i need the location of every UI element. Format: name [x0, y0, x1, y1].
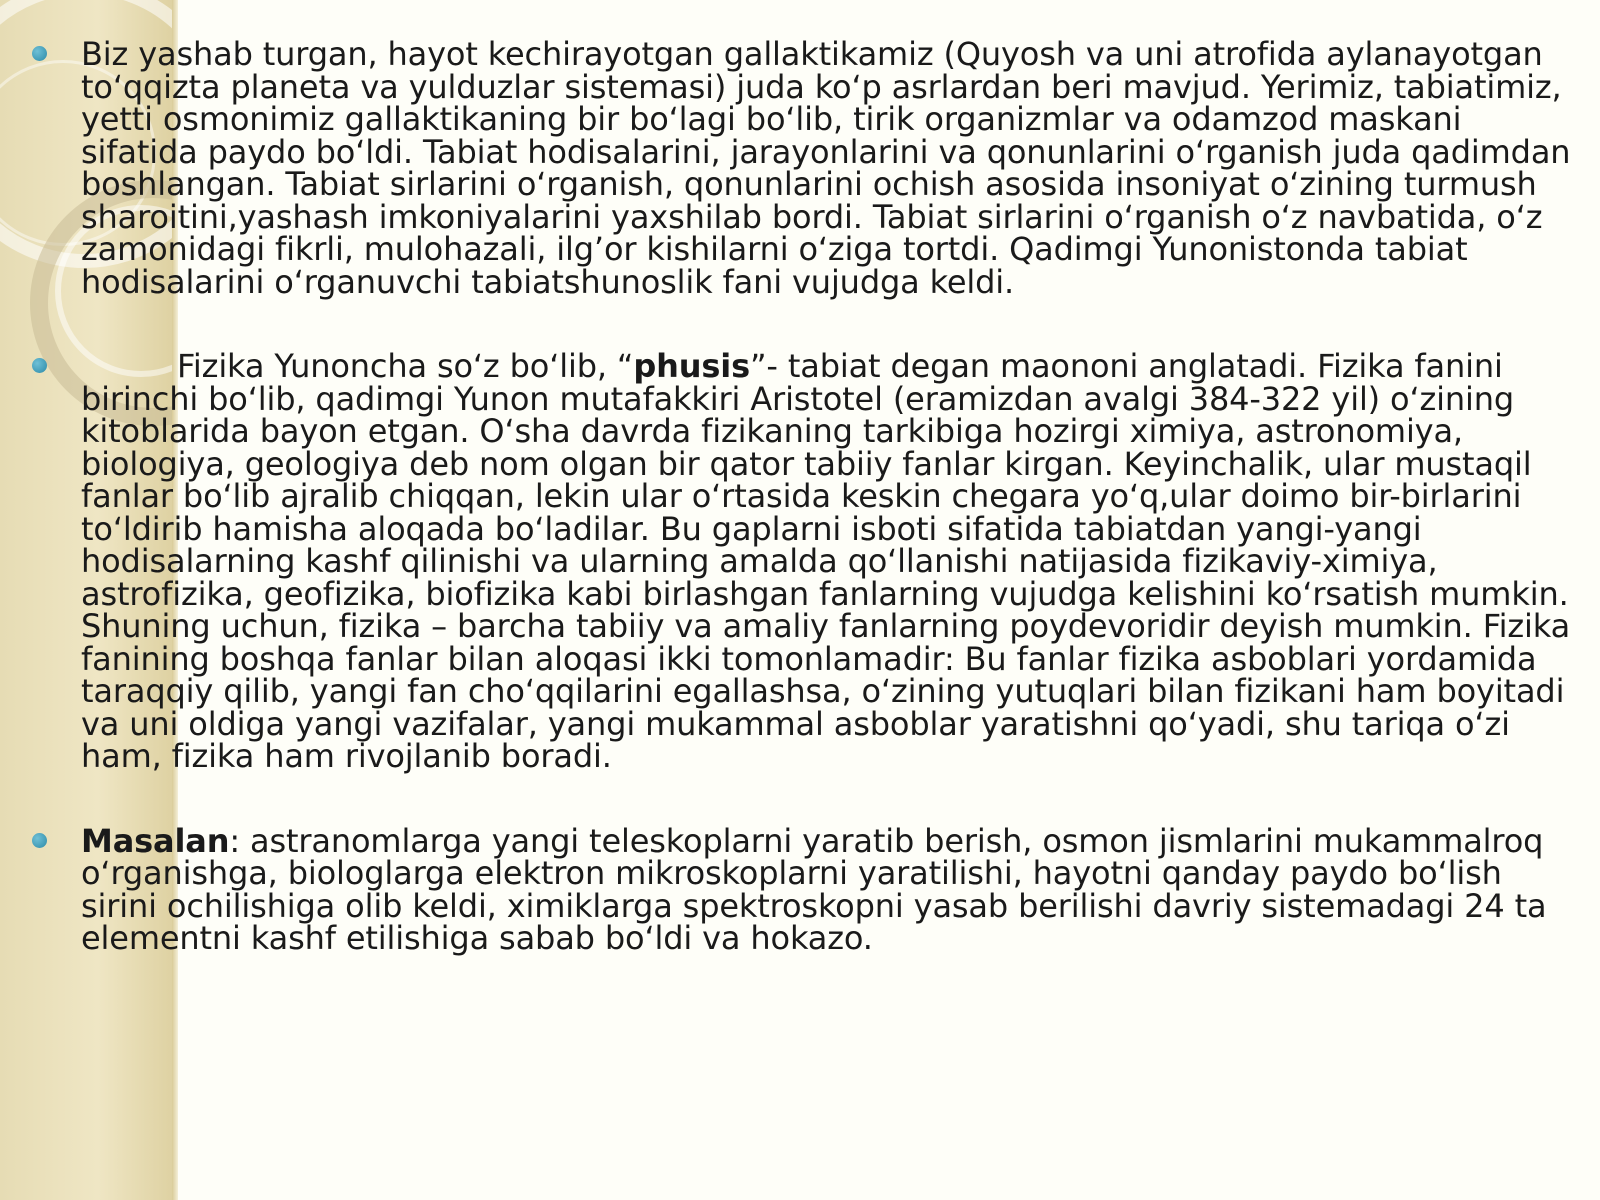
- paragraph-text: : astranomlarga yangi teleskoplarni yaratib berish, osmon jismlarini mukammalroq o‘rganishga, biologlarga elektron mikroskoplarni yaratilishi, hayotni qanday paydo bo‘lish sirini ochilishiga olib keldi, ximiklarga spektroskopni yasab berilishi davriy sistemadagi 24 ta elementni kashf etilishiga sabab bo‘ldi va hokazo.: [81, 821, 1547, 957]
- paragraph-physics: [30, 347, 1575, 775]
- paragraph-text: Fizika Yunoncha so‘z bo‘lib, “: [177, 347, 634, 385]
- bold-term: phusis: [633, 347, 750, 385]
- paragraph-galaxy: [30, 35, 1575, 301]
- bold-term: Masalan: [81, 821, 230, 860]
- bullet-icon: [32, 46, 47, 61]
- paragraph-text: ”- tabiat degan maononi anglatadi. Fizika fanini birinchi bo‘lib, qadimgi Yunon mutafakkiri Aristotel (eramizdan avalgi 384-322 yil) o‘zining kitoblarida bayon etgan. O‘sha davrda fizikaning tarkibiga hozirgi ximiya, astronomiya, biologiya, geologiya deb nom olgan bir qator tabiiy fanlar kirgan. Keyinchalik, ular mustaqil fanlar bo‘lib ajralib chiqqan, lekin ular o‘rtasida keskin chegara yo‘q,ular doimo bir-birlarini to‘ldirib hamisha aloqada bo‘ladilar. Bu gaplarni isboti sifatida tabiatdan yangi-yangi hodisalarning kashf qilinishi va ularning amalda qo‘llanishi natijasida fizikaviy-ximiya, astrofizika, geofizika, biofizika kabi birlashgan fanlarning vujudga kelishini ko‘rsatish mumkin. Shuning uchun, fizika – barcha tabiiy va amaliy fanlarning poydevoridir deyish mumkin. Fizika fanining boshqa fanlar bilan aloqasi ikki tomonlamadir: Bu fanlar fizika asboblari yordamida taraqqiy qilib, yangi fan cho‘qqilarini egallashsa, o‘zining yutuqlari bilan fizikani ham boyitadi va uni oldiga yangi vazifalar, yangi mukammal asboblar yaratishni qo‘yadi, shu tariqa o‘zi ham, fizika ham rivojlanib boradi.: [81, 347, 1571, 775]
- paragraph-example: [30, 821, 1575, 957]
- bullet-icon: [32, 358, 47, 373]
- bullet-icon: [32, 833, 47, 848]
- paragraph-text: Biz yashab turgan, hayot kechirayotgan gallaktikamiz (Quyosh va uni atrofida aylanayotgan to‘qqizta planeta va yulduzlar sistemasi) juda ko‘p asrlardan beri mavjud. Yerimiz, tabiatimiz, yetti osmonimiz gallaktikaning bir bo‘lagi bo‘lib, tirik organizmlar va odamzod maskani sifatida paydo bo‘ldi. Tabiat hodisalarini, jarayonlarini va qonunlarini o‘rganish juda qadimdan boshlangan. Tabiat sirlarini o‘rganish, qonunlarini ochish asosida insoniyat o‘zining turmush sharoitini,yashash imkoniyalarini yaxshilab bordi. Tabiat sirlarini o‘rganish o‘z navbatida, o‘z zamonidagi fikrli, mulohazali, ilg’or kishilarni o‘ziga tortdi. Qadimgi Yunonistonda tabiat hodisalarini o‘rganuvchi tabiatshunoslik fani vujudga keldi.: [81, 35, 1571, 301]
- slide-content: [30, 35, 1575, 1007]
